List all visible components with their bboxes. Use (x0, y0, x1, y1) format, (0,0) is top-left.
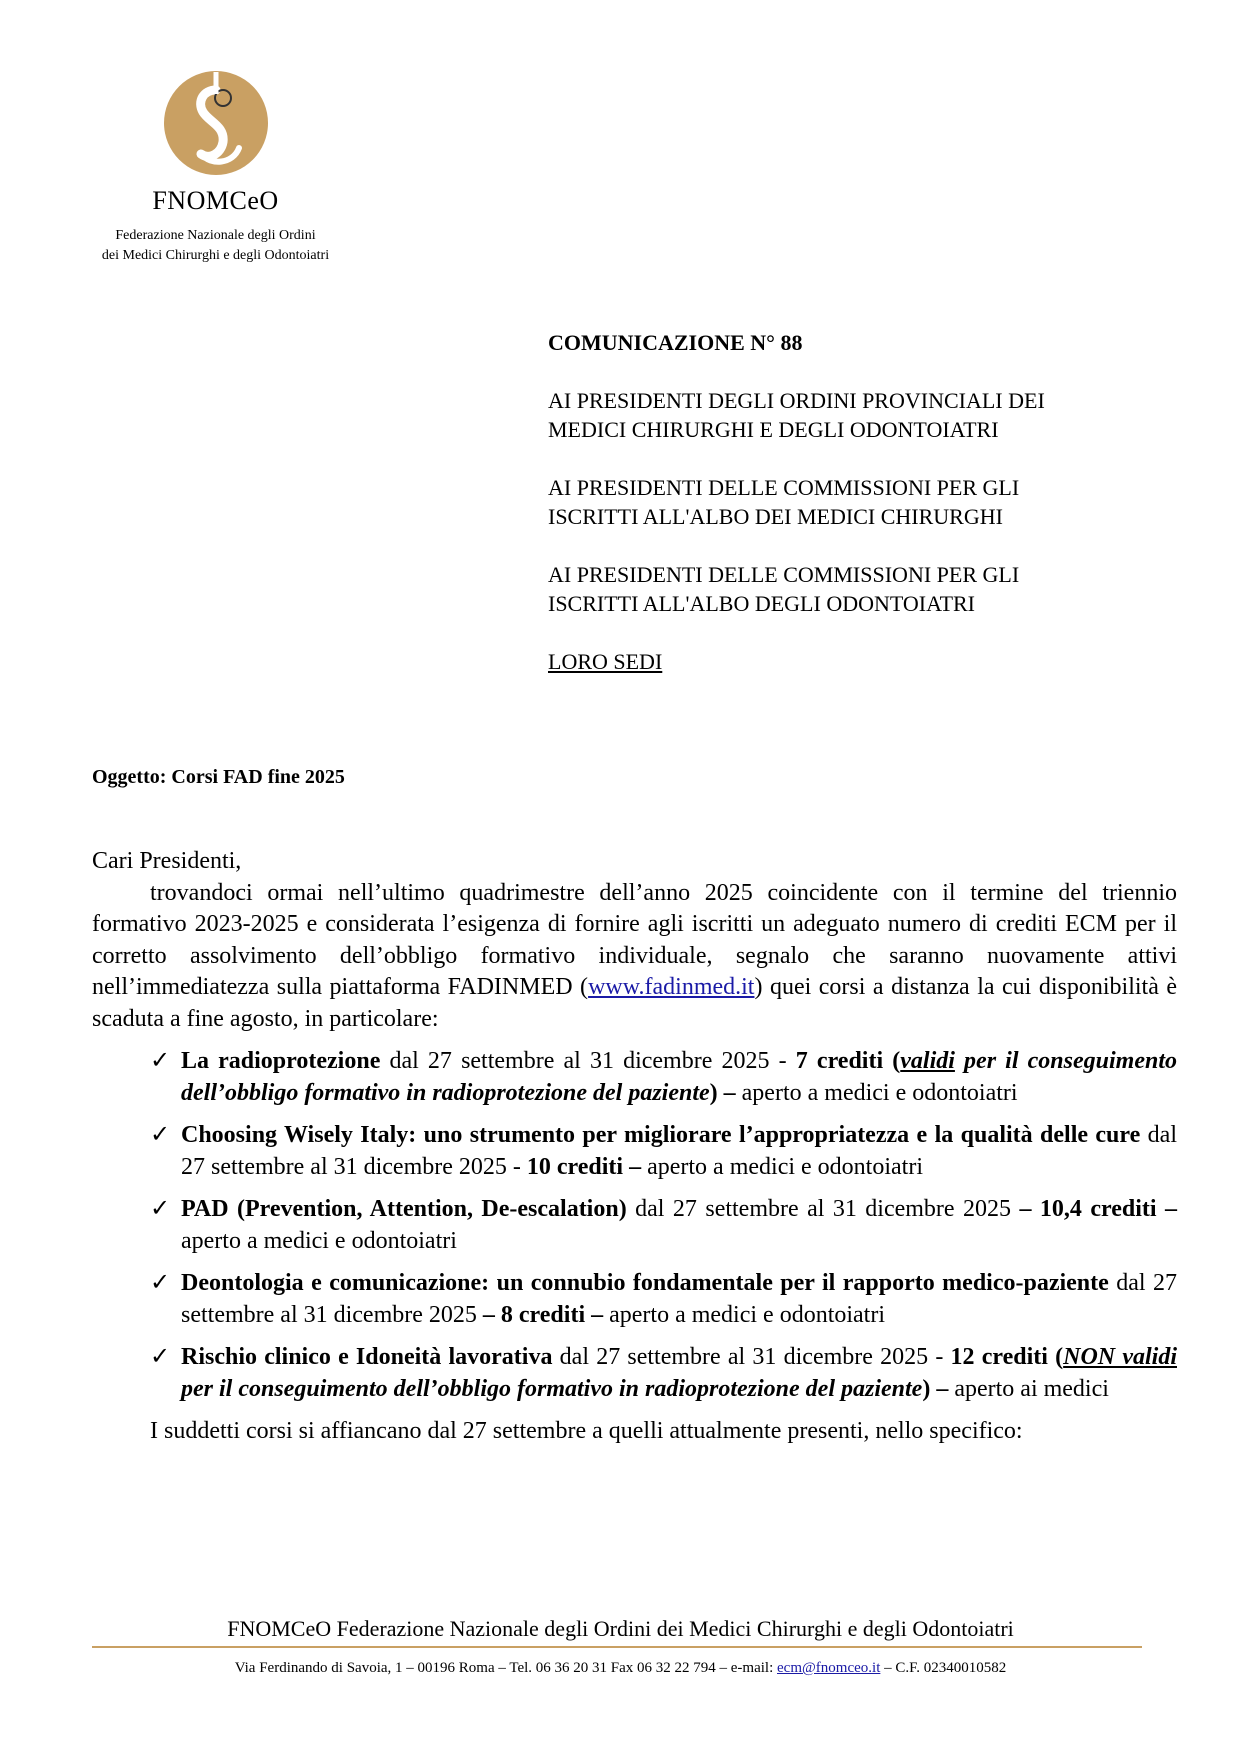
communication-number: COMUNICAZIONE N° 88 (548, 330, 803, 355)
course-title: Deontologia e comunicazione: un connubio fondamentale per il rapporto medico-paziente (181, 1270, 1109, 1296)
course-title: Choosing Wisely Italy: uno strumento per migliorare l’appropriatezza e la qualità delle cure (181, 1122, 1141, 1148)
note-text: per il conseguimento dell’obbligo formativo in radioprotezione del paziente (181, 1048, 1178, 1106)
dash: – (585, 1301, 610, 1328)
intro-paragraph (92, 878, 1177, 1036)
closing-paragraph: I suddetti corsi si affiancano dal 27 settembre a quelli attualmente presenti, nello specifico: (150, 1418, 1023, 1444)
course-audience: aperto a medici e odontoiatri (609, 1301, 886, 1328)
course-audience: aperto ai medici (954, 1375, 1109, 1402)
fnomceo-logo (161, 68, 271, 178)
loro-sedi: LORO SEDI (548, 649, 663, 674)
course-item-rischio-clinico (92, 1342, 1177, 1405)
checkmark-icon: ✓ (150, 1270, 171, 1296)
note-close: ) (922, 1375, 931, 1402)
note-open: ( (883, 1048, 901, 1074)
org-name-line1: Federazione Nazionale degli Ordini (115, 228, 316, 243)
org-abbreviation: FNOMCeO (152, 186, 279, 215)
note-validity: NON validi (1063, 1344, 1177, 1370)
recipient-ordini-line1: AI PRESIDENTI DEGLI ORDINI PROVINCIALI DEI (548, 388, 1045, 413)
note-close: ) (709, 1079, 718, 1106)
recipients-block (548, 328, 1188, 705)
course-credits: 10 crediti (526, 1153, 624, 1180)
footer-address: Via Ferdinando di Savoia, 1 – 00196 Roma – Tel. 06 36 20 31 Fax 06 32 22 794 – e-mail: (234, 1660, 778, 1676)
course-title: Rischio clinico e Idoneità lavorativa (181, 1344, 553, 1370)
course-audience: aperto a medici e odontoiatri (647, 1153, 923, 1180)
footer-tax-code: – C.F. 02340010582 (880, 1660, 1007, 1676)
recipient-ordini (548, 386, 1188, 444)
course-list (92, 1046, 1177, 1405)
recipient-medici-line2: ISCRITTI ALL'ALBO DEI MEDICI CHIRURGHI (548, 504, 1003, 529)
course-credits: – 8 crediti (482, 1301, 586, 1328)
course-audience: aperto a medici e odontoiatri (181, 1227, 457, 1254)
course-credits: 7 crediti (795, 1048, 884, 1074)
footer-contacts (0, 1660, 1241, 1677)
checkmark-icon: ✓ (150, 1048, 171, 1074)
letterhead (88, 68, 343, 266)
note-validity: validi (900, 1048, 955, 1074)
course-item-deontologia (92, 1268, 1177, 1331)
recipient-odontoiatri-line1: AI PRESIDENTI DELLE COMMISSIONI PER GLI (548, 562, 1020, 587)
course-dates: dal 27 settembre al 31 dicembre 2025 (626, 1196, 1020, 1222)
course-dates: dal 27 settembre al 31 dicembre 2025 (181, 1270, 1177, 1328)
note-open: ( (1047, 1344, 1064, 1370)
checkmark-icon: ✓ (150, 1196, 171, 1222)
dash: – (623, 1153, 648, 1180)
footer-divider (92, 1646, 1142, 1648)
course-item-radioprotezione (92, 1046, 1177, 1109)
note-text: per il conseguimento dell’obbligo formativo in radioprotezione del paziente (181, 1375, 923, 1402)
org-full-name (88, 226, 343, 266)
footer-org-name: FNOMCeO Federazione Nazionale degli Ordini dei Medici Chirurghi e degli Odontoiatri (227, 1616, 1014, 1641)
recipient-odontoiatri-line2: ISCRITTI ALL'ALBO DEGLI ODONTOIATRI (548, 591, 976, 616)
org-name-line2: dei Medici Chirurghi e degli Odontoiatri (101, 248, 330, 263)
course-credits: – 10,4 crediti (1019, 1196, 1157, 1222)
checkmark-icon: ✓ (150, 1344, 171, 1370)
letter-body (92, 846, 1177, 1448)
fadinmed-link[interactable]: www.fadinmed.it (588, 974, 755, 1000)
course-dates: dal 27 settembre al 31 dicembre 2025 - (552, 1344, 951, 1370)
dash: – (717, 1079, 742, 1106)
course-item-choosing-wisely (92, 1120, 1177, 1183)
course-item-pad (92, 1194, 1177, 1257)
recipient-cao-medici (548, 473, 1188, 531)
recipient-ordini-line2: MEDICI CHIRURGHI E DEGLI ODONTOIATRI (548, 417, 999, 442)
footer-email-link[interactable]: ecm@fnomceo.it (777, 1660, 881, 1676)
checkmark-icon: ✓ (150, 1122, 171, 1148)
course-credits: 12 crediti (950, 1344, 1048, 1370)
intro-text-a: trovandoci ormai nell’ultimo quadrimestre dell’anno 2025 coincidente con il termine del triennio formativo 2023-2025 e considerata l’esigenza di fornire agli iscritti un adeguato numero di crediti ECM per il corretto assolvimento dell’obbligo formativo individuale, segnalo che saranno nuovamente attivi nell’immediatezza sulla piattaforma FADINMED ( (92, 879, 1177, 1000)
course-title: PAD (Prevention, Attention, De-escalation) (181, 1196, 627, 1222)
recipient-medici-line1: AI PRESIDENTI DELLE COMMISSIONI PER GLI (548, 475, 1020, 500)
dash: – (930, 1375, 955, 1402)
greeting: Cari Presidenti, (92, 848, 242, 874)
course-dates: dal 27 settembre al 31 dicembre 2025 - (380, 1048, 796, 1074)
course-dates: dal 27 settembre al 31 dicembre 2025 - (181, 1122, 1177, 1180)
subject-line: Oggetto: Corsi FAD fine 2025 (92, 766, 345, 788)
intro-text-b: ) quei corsi a distanza la cui disponibilità è scaduta a fine agosto, in particolare: (92, 974, 1178, 1032)
course-audience: aperto a medici e odontoiatri (741, 1079, 1018, 1106)
course-title: La radioprotezione (181, 1048, 381, 1074)
recipient-cao-odontoiatri (548, 560, 1188, 618)
dash: – (1156, 1196, 1178, 1222)
